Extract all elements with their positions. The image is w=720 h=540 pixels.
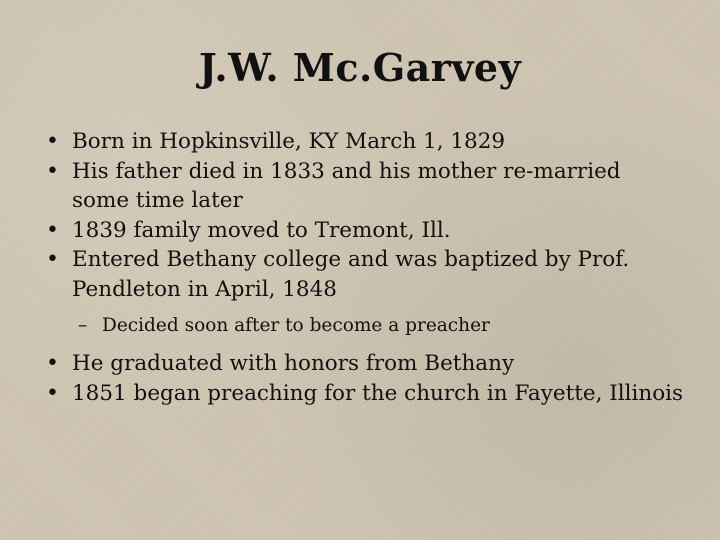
bullet-dot-icon: •	[46, 351, 59, 376]
bullet-text: He graduated with honors from Bethany	[72, 351, 515, 376]
bullet-text: 1851 began preaching for the church in Fayette, Illinois	[72, 380, 684, 406]
bullet-item	[44, 127, 684, 157]
slide-title: J.W. Mc.Garvey	[198, 45, 522, 90]
bullet-text: Born in Hopkinsville, KY March 1, 1829	[72, 129, 506, 154]
bullet-dot-icon: •	[46, 158, 59, 184]
bullet-item	[44, 349, 684, 379]
sub-bullet-item	[44, 313, 684, 339]
slide-body	[44, 127, 684, 408]
bullet-dot-icon: •	[46, 217, 59, 243]
sub-bullet-text: Decided soon after to become a preacher	[102, 315, 490, 336]
bullet-text: 1839 family moved to Tremont, Ill.	[72, 217, 451, 243]
bullet-item	[44, 157, 684, 216]
bullet-dot-icon: •	[46, 247, 59, 272]
dash-icon: –	[78, 315, 88, 336]
bullet-item	[44, 379, 684, 409]
bullet-text: Entered Bethany college and was baptized by Prof. Pendleton in April, 1848	[72, 247, 630, 302]
bullet-item	[44, 216, 684, 246]
bullet-text: His father died in 1833 and his mother re-married some time later	[72, 158, 621, 213]
bullet-dot-icon: •	[46, 380, 59, 406]
bullet-dot-icon: •	[46, 129, 59, 154]
bullet-item	[44, 245, 684, 304]
